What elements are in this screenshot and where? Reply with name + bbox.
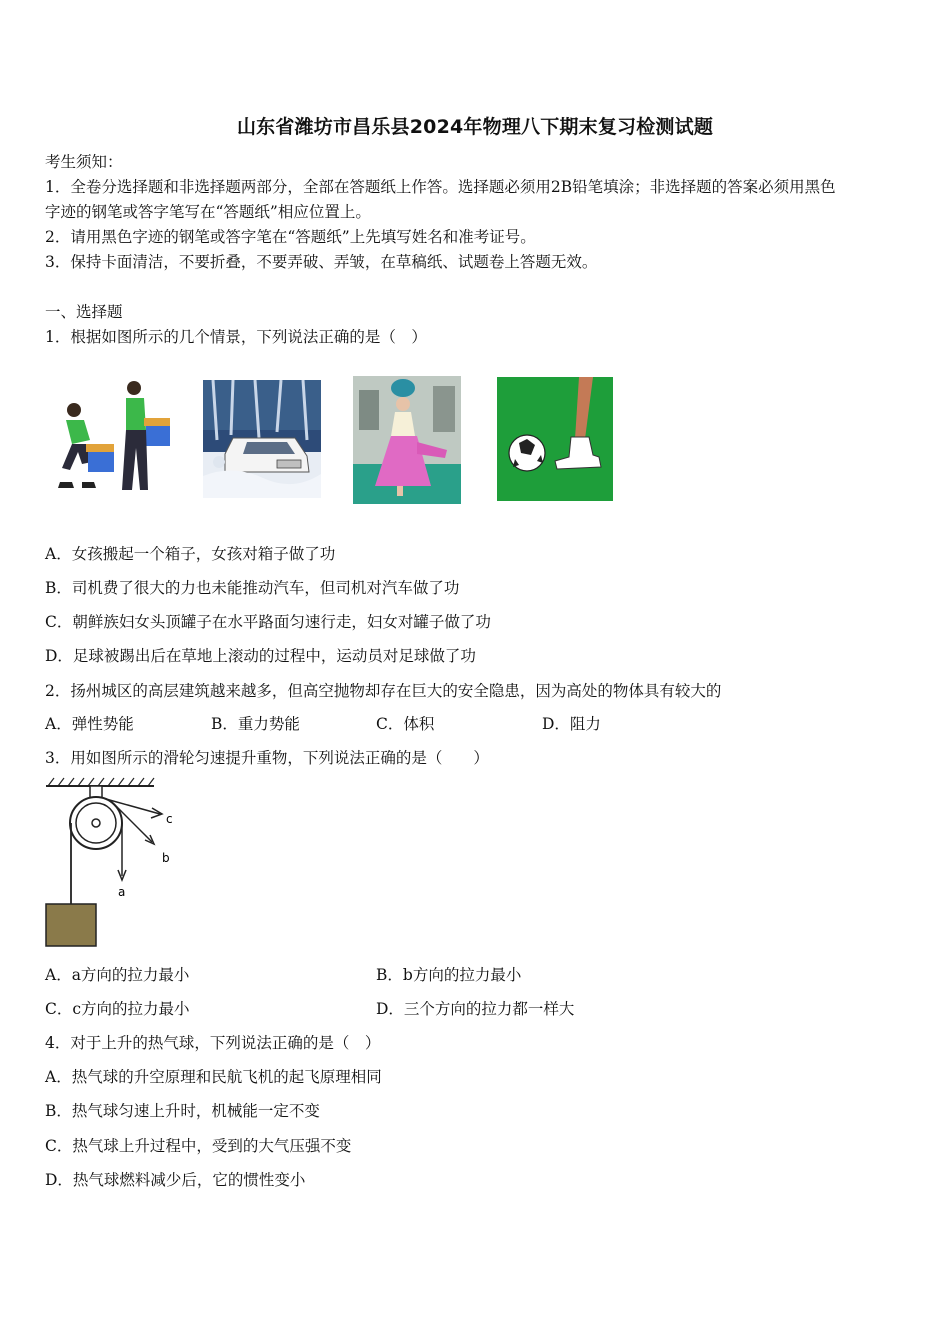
- label-c: c: [166, 812, 173, 826]
- q1-option-b: B．司机费了很大的力也未能推动汽车，但司机对汽车做了功: [45, 579, 460, 597]
- q3-stem: 3．用如图所示的滑轮匀速提升重物，下列说法正确的是（ ）: [45, 749, 489, 767]
- weight-block: [46, 904, 96, 946]
- q2-option-a: A．弹性势能: [45, 715, 134, 733]
- label-b: b: [162, 851, 170, 865]
- notice-item-1-cont: 字迹的钢笔或答字笔写在“答题纸”相应位置上。: [45, 203, 371, 221]
- q3-option-c: C．c方向的拉力最小: [45, 1000, 190, 1018]
- q2-option-b: B．重力势能: [211, 715, 300, 733]
- woman-carrying-jar-icon: [353, 376, 461, 504]
- q1-option-d: D．足球被踢出后在草地上滚动的过程中，运动员对足球做了功: [45, 647, 476, 665]
- q2-stem: 2．扬州城区的高层建筑越来越多，但高空抛物却存在巨大的安全隐患，因为高处的物体具有较大的: [45, 682, 722, 700]
- girl-lifting-box-icon: [52, 378, 172, 498]
- page-title: 山东省潍坊市昌乐县2024年物理八下期末复习检测试题: [236, 116, 714, 138]
- q3-option-b: B．b方向的拉力最小: [376, 966, 522, 984]
- notice-item-1: 1．全卷分选择题和非选择题两部分，全部在答题纸上作答。选择题必须用2B铅笔填涂；非选择题的答案必须用黑色: [45, 178, 836, 196]
- q2-option-c: C．体积: [376, 715, 435, 733]
- q2-option-d: D．阻力: [542, 715, 601, 733]
- q4-option-a: A．热气球的升空原理和民航飞机的起飞原理相同: [45, 1068, 382, 1086]
- notice-heading: 考生须知：: [45, 153, 123, 171]
- q1-stem: 1．根据如图所示的几个情景，下列说法正确的是（ ）: [45, 328, 427, 346]
- kicking-ball-icon: [497, 377, 613, 501]
- notice-item-3: 3．保持卡面清洁，不要折叠，不要弄破、弄皱，在草稿纸、试题卷上答题无效。: [45, 253, 598, 271]
- q3-option-a: A．a方向的拉力最小: [45, 966, 190, 984]
- q4-stem: 4．对于上升的热气球，下列说法正确的是（ ）: [45, 1034, 381, 1052]
- q1-option-a: A．女孩搬起一个箱子，女孩对箱子做了功: [45, 545, 336, 563]
- car-in-snow-icon: [203, 380, 321, 498]
- q1-option-c: C．朝鲜族妇女头顶罐子在水平路面匀速行走，妇女对罐子做了功: [45, 613, 491, 631]
- pulley-diagram: [44, 776, 184, 950]
- ceiling-hatch: [48, 778, 154, 786]
- label-a: a: [118, 885, 126, 899]
- q4-option-b: B．热气球匀速上升时，机械能一定不变: [45, 1102, 320, 1120]
- notice-item-2: 2．请用黑色字迹的钢笔或答字笔在“答题纸”上先填写姓名和准考证号。: [45, 228, 536, 246]
- section-heading: 一、选择题: [45, 303, 123, 321]
- q3-option-d: D．三个方向的拉力都一样大: [376, 1000, 575, 1018]
- q4-option-c: C．热气球上升过程中，受到的大气压强不变: [45, 1137, 352, 1155]
- q4-option-d: D．热气球燃料减少后，它的惯性变小: [45, 1171, 306, 1189]
